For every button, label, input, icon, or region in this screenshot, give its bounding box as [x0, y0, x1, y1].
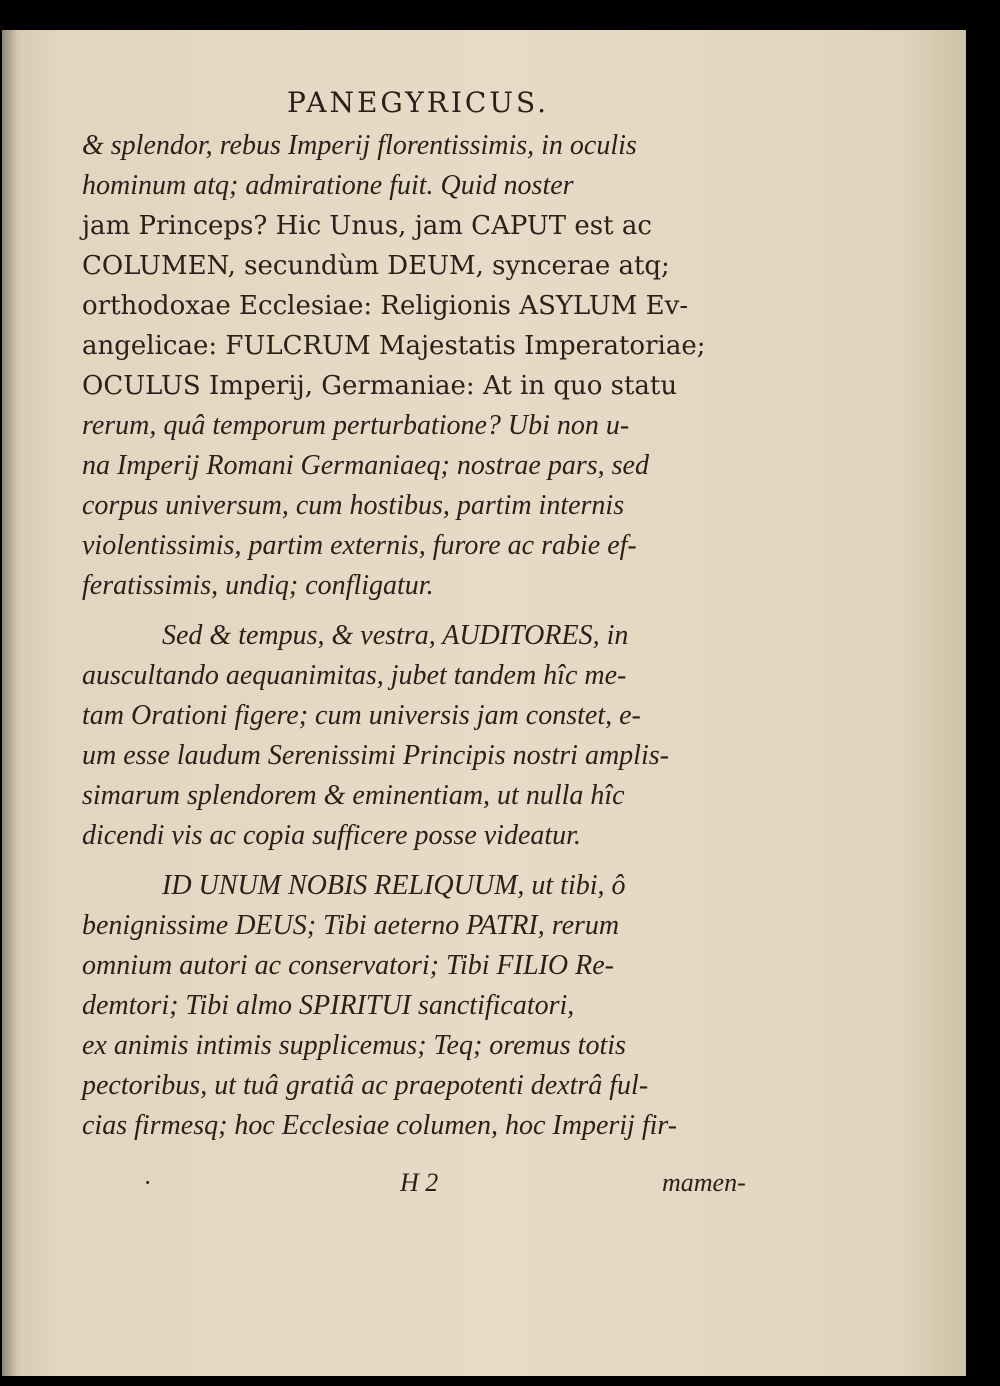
text-line: & splendor, rebus Imperij florentissimis, in oculis	[82, 130, 637, 161]
text-line: pectoribus, ut tuâ gratiâ ac praepotenti dextrâ ful-	[82, 1070, 649, 1101]
text-line: Sed & tempus, & vestra, AUDITORES, in	[162, 620, 629, 651]
text-line: na Imperij Romani Germaniaeq; nostrae pars, sed	[82, 450, 649, 481]
text-line: demtori; Tibi almo SPIRITUI sanctificatori,	[82, 990, 575, 1021]
text-line: cias firmesq; hoc Ecclesiae columen, hoc Imperij fir-	[82, 1110, 678, 1141]
text-line: auscultando aequanimitas, jubet tandem hîc me-	[82, 660, 627, 691]
text-line: benignissime DEUS; Tibi aeterno PATRI, rerum	[82, 910, 620, 941]
catchword: mamen-	[662, 1168, 746, 1197]
text-line: ex animis intimis supplicemus; Teq; oremus totis	[82, 1030, 626, 1061]
text-line: tam Orationi figere; cum universis jam constet, e-	[82, 700, 641, 731]
text-line: COLUMEN, secundùm DEUM, syncerae atq;	[82, 251, 670, 281]
text-line: orthodoxae Ecclesiae: Religionis ASYLUM Ev-	[82, 291, 689, 321]
text-line: jam Princeps? Hic Unus, jam CAPUT est ac	[82, 211, 652, 241]
text-line: OCULUS Imperij, Germaniae: At in quo statu	[82, 371, 678, 401]
text-line: corpus universum, cum hostibus, partim internis	[82, 490, 625, 521]
text-line: rerum, quâ temporum perturbatione? Ubi non u-	[82, 410, 630, 441]
text-line: um esse laudum Serenissimi Principis nostri amplis-	[82, 740, 669, 771]
running-header: PANEGYRICUS.	[287, 86, 550, 119]
text-line: hominum atq; admiratione fuit. Quid noster	[82, 170, 574, 201]
text-line: violentissimis, partim externis, furore ac rabie ef-	[82, 530, 637, 561]
signature-mark: H 2	[400, 1168, 439, 1197]
text-line: angelicae: FULCRUM Majestatis Imperatoriae;	[82, 331, 706, 361]
text-line: ID UNUM NOBIS RELIQUUM, ut tibi, ô	[162, 870, 626, 901]
page-footer	[82, 1168, 772, 1208]
footer-dot: ·	[144, 1168, 151, 1197]
text-line: dicendi vis ac copia sufficere posse videatur.	[82, 820, 581, 851]
text-line: simarum splendorem & eminentiam, ut nulla hîc	[82, 780, 625, 811]
text-line: omnium autori ac conservatori; Tibi FILIO Re-	[82, 950, 614, 981]
book-page	[2, 30, 966, 1376]
text-line: feratissimis, undiq; confligatur.	[82, 570, 434, 601]
